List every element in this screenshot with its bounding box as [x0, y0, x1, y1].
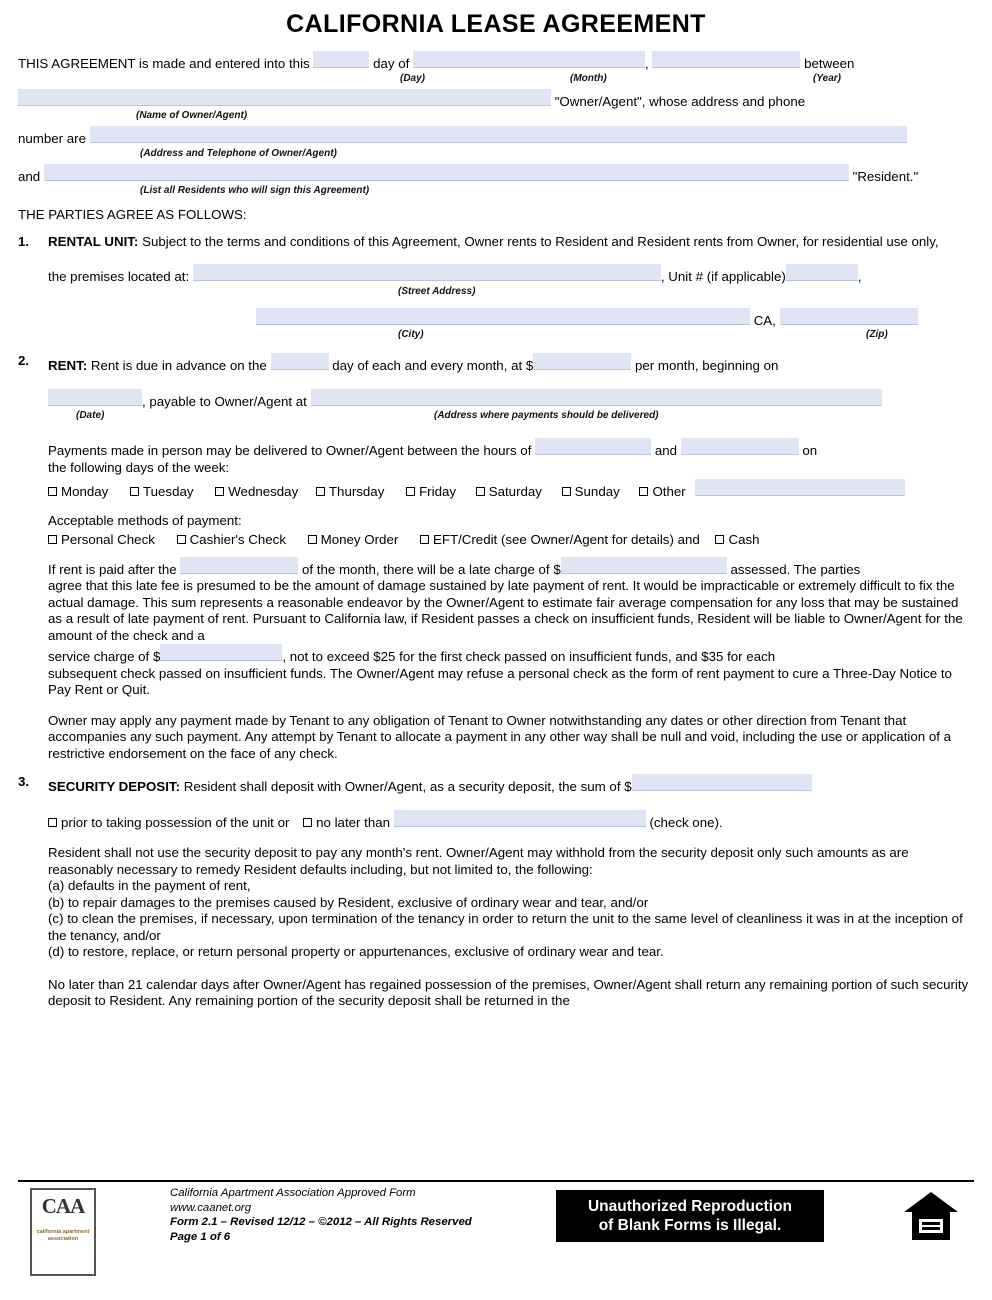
owner-name-label: (Name of Owner/Agent) — [136, 110, 248, 121]
day-label-tuesday: Tuesday — [143, 484, 194, 499]
city-label-row — [48, 329, 974, 341]
owner-agent-text: "Owner/Agent", whose address and phone — [554, 93, 806, 109]
checkbox-monday[interactable] — [48, 487, 57, 496]
rent-amount-field[interactable] — [533, 353, 631, 370]
street-label-row — [48, 286, 974, 298]
day-label-friday: Friday — [419, 484, 457, 499]
residents-label: (List all Residents who will sign this Agreement) — [140, 185, 370, 196]
rent-text-a: Rent is due in advance on the — [90, 358, 267, 373]
service-charge-field[interactable] — [160, 644, 282, 661]
premises-row — [48, 264, 974, 286]
residents-field[interactable] — [44, 164, 849, 181]
service-text-a: service charge of $ — [48, 649, 161, 664]
checkbox-saturday[interactable] — [476, 487, 485, 496]
day-label: (Day) — [400, 72, 426, 84]
method-label-personal-check: Personal Check — [61, 532, 155, 547]
methods-title: Acceptable methods of payment: — [48, 512, 242, 528]
zip-field[interactable] — [780, 308, 918, 325]
street-address-field[interactable] — [193, 264, 661, 281]
section-rental-unit — [18, 234, 974, 342]
service-text-b: , not to exceed $25 for the first check passed on insufficient funds, and $35 for each — [282, 649, 776, 664]
caa-logo-subtext: california apartment association — [36, 1229, 90, 1242]
days-of-week-row — [48, 479, 974, 501]
section-2-number: 2. — [18, 353, 30, 368]
section-3-number: 3. — [18, 774, 30, 789]
prior-possession-text: prior to taking possession of the unit or — [61, 814, 290, 830]
day-label-saturday: Saturday — [488, 484, 542, 499]
intro-comma: , — [645, 56, 649, 71]
withhold-paragraph: Resident shall not use the security deposit to pay any month's rent. Owner/Agent may withhold from the security deposit only such amounts as are reasonably necessary to remedy Resident defaults including, but not limited to, the following: — [48, 845, 909, 877]
and-text: and — [18, 168, 41, 184]
caa-logo — [30, 1188, 96, 1276]
checkbox-other-day[interactable] — [639, 487, 648, 496]
owner-address-field[interactable] — [90, 126, 907, 143]
deposit-item-d: (d) to restore, replace, or return personal property or appurtenances, exclusive of ordinary wear and tear. — [48, 944, 664, 959]
service-paragraph: subsequent check passed on insufficient funds. The Owner/Agent may refuse a personal check as the form of rent payment to cure a Three-Day Notice to Pay Rent or Quit. — [48, 665, 952, 697]
unit-text: , Unit # (if applicable) — [660, 269, 786, 284]
deposit-item-b: (b) to repair damages to the premises caused by Resident, exclusive of ordinary wear and tear, and/or — [48, 894, 649, 910]
resident-text: "Resident." — [852, 168, 919, 184]
following-days-text: the following days of the week: — [48, 459, 230, 475]
intro-line1-a: THIS AGREEMENT is made and entered into this — [18, 56, 310, 71]
rent-line-2 — [48, 389, 974, 411]
section-1-number: 1. — [18, 233, 30, 249]
intro-line1-c: between — [804, 56, 855, 71]
day-label-wednesday: Wednesday — [228, 484, 299, 499]
unauthorized-reproduction-stamp — [556, 1190, 824, 1242]
owner-name-label-row — [18, 110, 974, 122]
page-number-text: Page 1 of 6 — [170, 1230, 231, 1243]
no-later-than-date-field[interactable] — [394, 810, 646, 827]
zip-label: (Zip) — [866, 329, 888, 340]
checkbox-prior-possession[interactable] — [48, 818, 57, 827]
equal-housing-opportunity-icon — [902, 1190, 960, 1244]
section-1-heading: RENTAL UNIT: — [48, 233, 139, 249]
checkbox-cashiers-check[interactable] — [177, 535, 186, 544]
date-label: (Date) — [76, 410, 105, 421]
stamp-line-1: Unauthorized Reproduction — [587, 1198, 793, 1215]
website-text[interactable]: www.caanet.org — [170, 1201, 252, 1214]
city-field[interactable] — [256, 308, 750, 325]
late-paragraph: agree that this late fee is presumed to be the amount of damage sustained by late payment of rent. It would be impracticable or extremely difficult to fix the actual damage. This sum represents a reasonable endeavor by the Owner/Agent to estimate fair average compensation for any loss that may be sustained as a result of late payment of rent. Pursuant to California law, if Resident passes a check on insufficient funds, Resident will be liable to Owner/Agent for the amount of the check and a — [48, 578, 963, 643]
checkbox-money-order[interactable] — [308, 535, 317, 544]
late-day-field[interactable] — [180, 557, 298, 574]
late-text-c: assessed. The parties — [730, 561, 861, 577]
checkbox-no-later-than[interactable] — [303, 818, 312, 827]
rent-due-day-field[interactable] — [271, 353, 329, 370]
late-text-b: of the month, there will be a late charge of $ — [302, 561, 561, 577]
closing-paragraph: No later than 21 calendar days after Owner/Agent has regained possession of the premises, Owner/Agent shall return any remaining portion of such security deposit to Resident. Any remaining portion of the security deposit shall be returned in the — [48, 976, 969, 1008]
year-field[interactable] — [652, 51, 800, 68]
rent-text-c: per month, beginning on — [634, 358, 779, 373]
payment-address-label: (Address where payments should be delivered) — [434, 410, 659, 421]
in-person-text-a: Payments made in person may be delivered to Owner/Agent between the hours of — [48, 443, 532, 458]
in-person-row — [48, 438, 974, 460]
checkbox-personal-check[interactable] — [48, 535, 57, 544]
intro-line1-b: day of — [373, 56, 410, 71]
approved-form-text: California Apartment Association Approved Form — [170, 1187, 416, 1199]
security-deposit-amount-field[interactable] — [632, 774, 812, 791]
checkbox-wednesday[interactable] — [215, 487, 224, 496]
in-person-text-c: on — [802, 443, 818, 458]
owner-address-label: (Address and Telephone of Owner/Agent) — [140, 147, 337, 159]
checkbox-eft-credit[interactable] — [420, 535, 429, 544]
methods-row — [48, 532, 974, 549]
street-address-label: (Street Address) — [398, 285, 476, 297]
premises-prefix: the premises located at: — [48, 269, 190, 284]
state-text: CA, — [753, 312, 776, 328]
section-1-text: Subject to the terms and conditions of this Agreement, Owner rents to Resident and Resident rents from Owner, for residential use only, — [142, 233, 939, 249]
day-label-thursday: Thursday — [328, 484, 385, 499]
security-deposit-row — [48, 774, 974, 796]
section-3-text: Resident shall deposit with Owner/Agent, as a security deposit, the sum of $ — [183, 779, 632, 794]
rent-text-b: day of each and every month, at $ — [332, 358, 534, 373]
deposit-item-a: (a) defaults in the payment of rent, — [48, 878, 251, 893]
section-3-heading: SECURITY DEPOSIT: — [48, 779, 181, 794]
city-row — [48, 308, 974, 330]
hours-from-field[interactable] — [535, 438, 651, 455]
unit-comma: , — [857, 269, 862, 284]
rent-line-1 — [48, 353, 974, 375]
section-rent — [18, 353, 974, 762]
footer-info — [170, 1186, 472, 1244]
day-field[interactable] — [313, 51, 369, 68]
method-label-cashiers-check: Cashier's Check — [189, 532, 286, 547]
owner-address-label-row — [18, 148, 974, 160]
method-label-eft-credit: EFT/Credit (see Owner/Agent for details) and — [432, 532, 700, 547]
owner-name-field[interactable] — [18, 89, 551, 106]
page-title: CALIFORNIA LEASE AGREEMENT — [286, 10, 706, 38]
other-day-field[interactable] — [695, 479, 905, 496]
unit-number-field[interactable] — [786, 264, 858, 281]
number-are-text: number are — [18, 131, 86, 146]
document-page — [0, 10, 992, 1300]
day-label-sunday: Sunday — [574, 484, 620, 499]
year-label: (Year) — [813, 72, 841, 84]
stamp-line-2: of Blank Forms is Illegal. — [598, 1217, 782, 1234]
checkbox-thursday[interactable] — [316, 487, 325, 496]
deposit-item-c: (c) to clean the premises, if necessary, upon termination of the tenancy in order to return the unit to the same level of cleanliness it was in at the inception of the tenancy, and/or — [48, 911, 963, 943]
method-label-money-order: Money Order — [320, 532, 399, 547]
caa-logo-text: CAA — [41, 1194, 85, 1218]
payable-to-text: , payable to Owner/Agent at — [142, 393, 307, 409]
checkbox-sunday[interactable] — [562, 487, 571, 496]
intro-block — [18, 51, 974, 224]
no-later-than-text: no later than — [316, 814, 391, 830]
rent-begin-date-field[interactable] — [48, 389, 142, 406]
checkbox-tuesday[interactable] — [130, 487, 139, 496]
in-person-text-b: and — [654, 443, 677, 458]
city-label: (City) — [398, 329, 424, 340]
month-field[interactable] — [413, 51, 645, 68]
section-security-deposit — [18, 774, 974, 1010]
rent-line-2-labels — [48, 410, 974, 422]
late-charge-field[interactable] — [561, 557, 727, 574]
apply-payment-paragraph: Owner may apply any payment made by Tenant to any obligation of Tenant to Owner notwithstanding any dates or other direction from Tenant that accompanies any such payment. Any attempt by Tenant to allocate a payment in any other way shall be null and void, including the use or application of a restrictive endorsement on the face of any check. — [48, 712, 952, 761]
day-label-other: Other — [652, 484, 686, 499]
checkbox-friday[interactable] — [406, 487, 415, 496]
service-charge-row — [48, 644, 974, 666]
section-2-heading: RENT: — [48, 358, 88, 373]
late-charge-row — [48, 557, 974, 579]
residents-label-row — [18, 185, 974, 197]
possession-options-row — [48, 810, 974, 832]
month-label: (Month) — [570, 72, 607, 84]
check-one-text: (check one). — [649, 814, 723, 830]
intro-labels-row — [18, 73, 974, 85]
checkbox-cash[interactable] — [715, 535, 724, 544]
method-label-cash: Cash — [728, 532, 760, 547]
parties-agree-text: THE PARTIES AGREE AS FOLLOWS: — [18, 207, 247, 222]
page-footer — [18, 1182, 974, 1282]
day-label-monday: Monday — [61, 484, 109, 499]
hours-to-field[interactable] — [681, 438, 799, 455]
late-text-a: If rent is paid after the — [48, 561, 177, 577]
form-info-text: Form 2.1 – Revised 12/12 – ©2012 – All Rights Reserved — [170, 1216, 472, 1228]
payment-address-field[interactable] — [311, 389, 882, 406]
